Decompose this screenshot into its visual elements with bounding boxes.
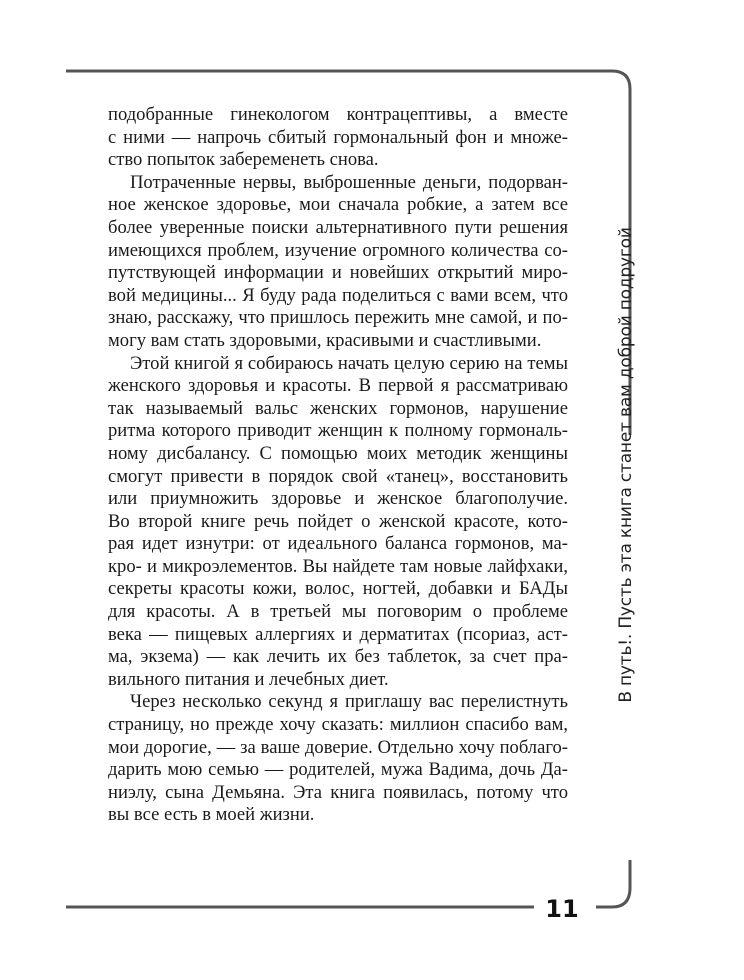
text-line: вильного питания и лечебных диет. <box>108 668 389 690</box>
running-head-text: В путь!. Пусть эта книга станет вам доброй подругой <box>616 227 636 703</box>
page-number: 11 <box>545 895 579 923</box>
text-line: женского здоровья и красоты. В первой я рассматриваю <box>108 375 568 397</box>
frame-side-rule <box>596 860 630 907</box>
text-line: Через несколько секунд я приглашу вас перелистнуть <box>130 691 568 713</box>
paragraph <box>108 104 568 172</box>
text-line: смогут привести в порядок свой «танец», восстановить <box>108 465 568 487</box>
text-line: могу вам стать здоровыми, красивыми и счастливыми. <box>108 329 542 351</box>
text-line: так называемый вальс женских гормонов, нарушение <box>108 397 568 419</box>
text-line: путствующей информации и новейших открытий миро- <box>108 262 568 284</box>
text-line: с ними — напрочь сбитый гормональный фон и множе- <box>108 126 568 148</box>
paragraph <box>108 172 568 353</box>
text-line: ное женское здоровье, мои сначала робкие, а затем все <box>108 194 568 216</box>
text-line: Во второй книге речь пойдет о женской красоте, кото- <box>108 510 568 532</box>
text-line: ритма которого приводит женщин к полному гормональ- <box>108 420 568 442</box>
text-line: более уверенные поиски альтернативного пути решения <box>108 216 568 238</box>
text-line: знаю, расскажу, что пришлось пережить мне самой, и по- <box>108 307 568 329</box>
text-line: ство попыток забеременеть снова. <box>108 149 379 171</box>
body-text <box>108 104 568 827</box>
text-line: Этой книгой я собираюсь начать целую серию на темы <box>130 352 568 374</box>
paragraph <box>108 353 568 692</box>
text-line: имеющихся проблем, изучение огромного количества со- <box>108 239 568 261</box>
text-line: рая идет изнутри: от идеального баланса гормонов, ма- <box>108 533 568 555</box>
text-line: века — пищевых аллергиях и дерматитах (псориаз, аст- <box>108 623 568 645</box>
text-line: подобранные гинекологом контрацептивы, а вместе <box>108 104 568 125</box>
text-line: ному дисбалансу. С помощью моих методик женщины <box>108 442 568 464</box>
text-line: ма, экзема) — как лечить их без таблеток, за счет пра- <box>108 646 568 668</box>
text-line: секреты красоты кожи, волос, ногтей, добавки и БАДы <box>108 578 568 600</box>
text-line: ниэлу, сына Демьяна. Эта книга появилась, потому что <box>108 781 568 803</box>
text-line: дарить мою семью — родителей, мужа Вадима, дочь Да- <box>108 759 568 781</box>
text-line: страницу, но прежде хочу сказать: миллион спасибо вам, <box>108 714 568 736</box>
text-line: вой медицины... Я буду рада поделиться с вами всем, что <box>108 284 568 306</box>
text-line: вы все есть в моей жизни. <box>108 804 315 826</box>
text-line: Потраченные нервы, выброшенные деньги, подорван- <box>130 171 568 193</box>
text-line: мои дорогие, — за ваше доверие. Отдельно хочу поблаго- <box>108 736 568 758</box>
text-line: или приумножить здоровье и женское благополучие. <box>108 488 568 510</box>
text-line: для красоты. А в третьей мы поговорим о проблеме <box>108 601 568 623</box>
paragraph <box>108 691 568 827</box>
text-line: кро- и микроэлементов. Вы найдете там новые лайфхаки, <box>108 555 568 577</box>
